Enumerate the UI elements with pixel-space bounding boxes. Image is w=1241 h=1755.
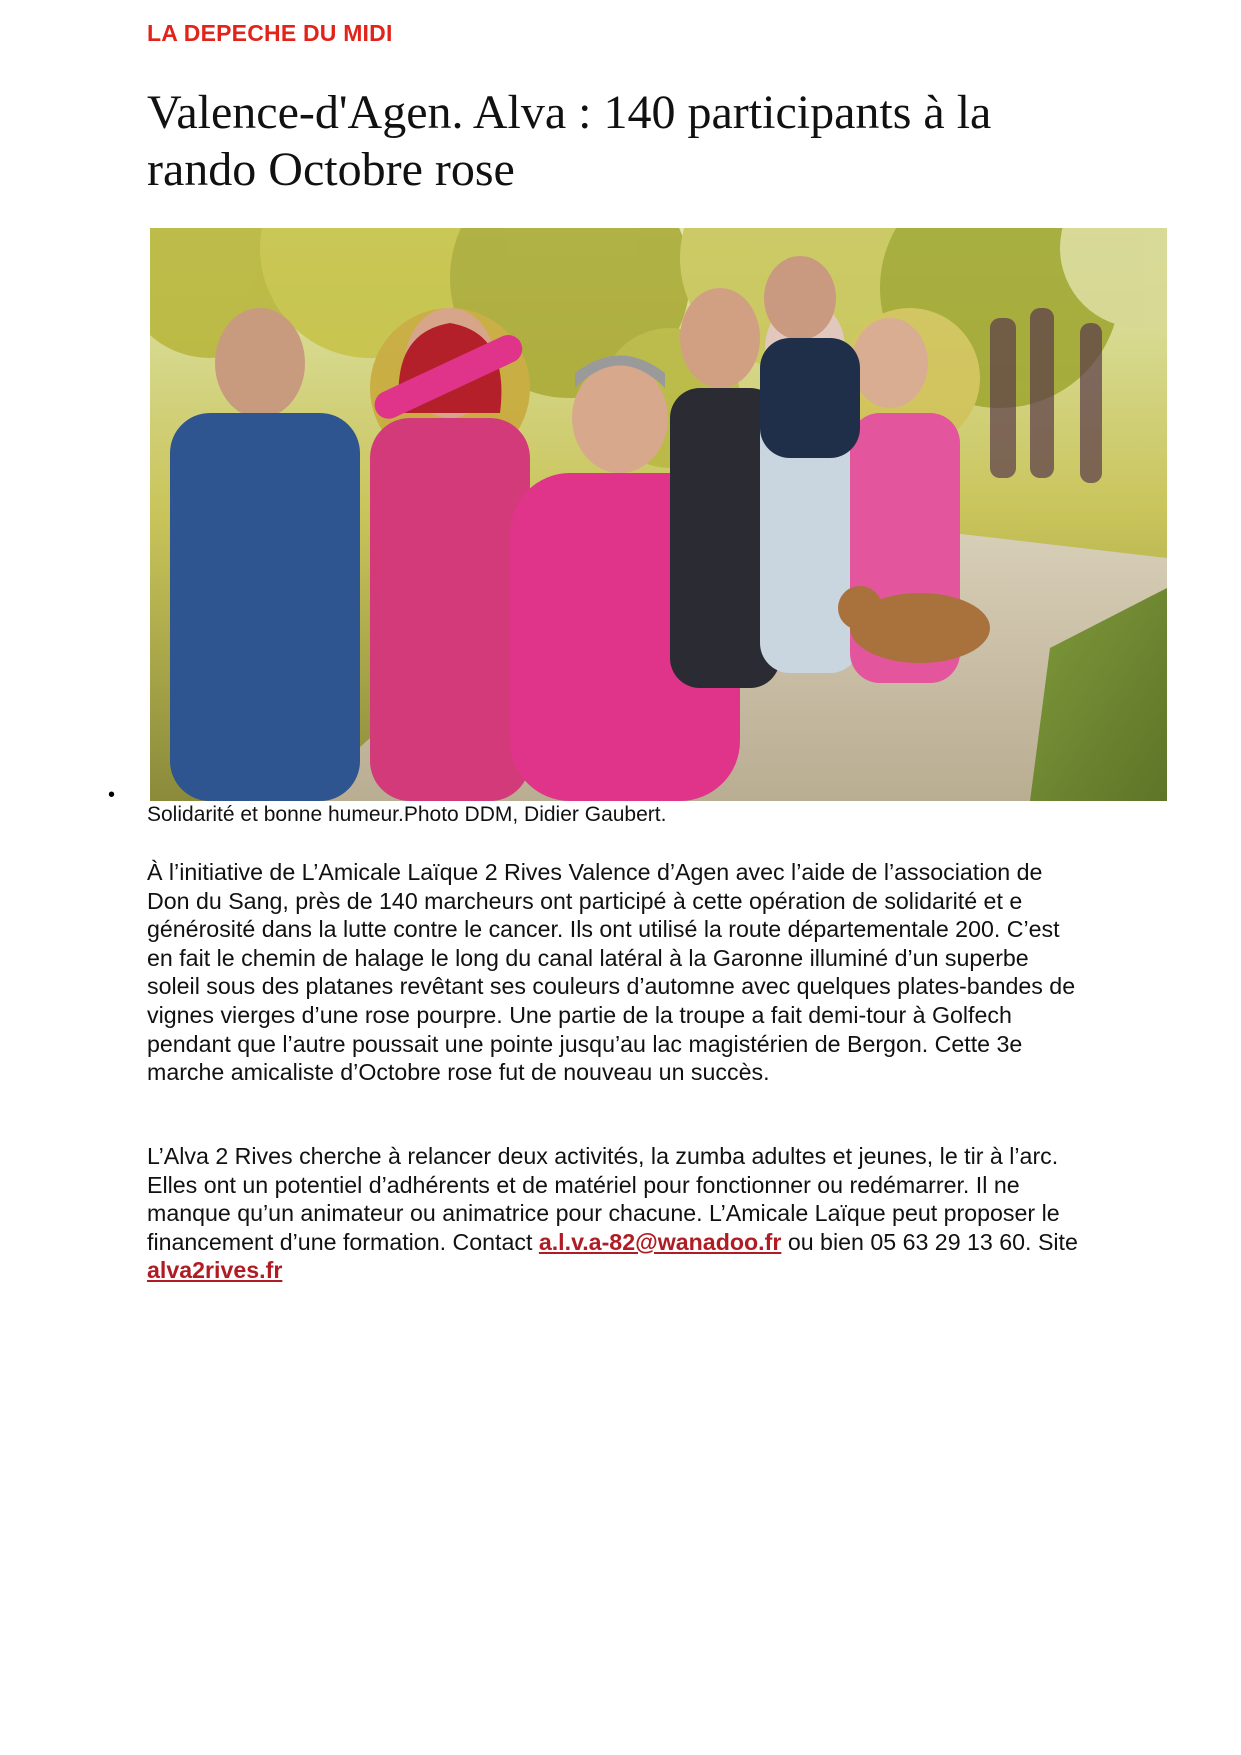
email-link[interactable]: a.l.v.a-82@wanadoo.fr bbox=[538, 1228, 782, 1255]
photo-caption: Solidarité et bonne humeur.Photo DDM, Didier Gaubert. bbox=[147, 803, 667, 826]
paragraph-2-text-before: L’Alva 2 Rives cherche à relancer deux activités, la zumba adultes et jeunes, le tir à l’arc. Elles ont un potentiel d’adhérents et de matériel pour fonctionner ou redémarrer. Il ne manque qu’un animateur ou animatrice pour chacune. L’Amicale Laïque peut proposer le financement d’une formation. Contact bbox=[147, 1143, 1060, 1255]
website-link[interactable]: alva2rives.fr bbox=[147, 1257, 283, 1284]
paragraph-2-text-middle: ou bien 05 63 29 13 60. Site bbox=[781, 1228, 1078, 1255]
article-paragraph-2 bbox=[147, 1142, 1087, 1285]
article-title: Valence-d'Agen. Alva : 140 participants à la rando Octobre rose bbox=[147, 86, 992, 196]
article-photo bbox=[150, 228, 1167, 801]
newspaper-source: LA DEPECHE DU MIDI bbox=[147, 20, 393, 46]
list-bullet: • bbox=[108, 784, 116, 806]
article-paragraph-1: À l’initiative de L’Amicale Laïque 2 Rives Valence d’Agen avec l’aide de l’association de Don du Sang, près de 140 marcheurs ont participé à cette opération de solidarité et e générosité dans la lutte contre le cancer. Ils ont utilisé la route départementale 200. C’est en fait le chemin de halage le long du canal latéral à la Garonne illuminé d’un superbe soleil sous des platanes revêtant ses couleurs d’automne avec quelques plates-bandes de vignes vierges d’une rose pourpre. Une partie de la troupe a fait demi-tour à Golfech pendant que l’autre poussait une pointe jusqu’au lac magistérien de Bergon. Cette 3e marche amicaliste d’Octobre rose fut de nouveau un succès. bbox=[147, 859, 1076, 1086]
